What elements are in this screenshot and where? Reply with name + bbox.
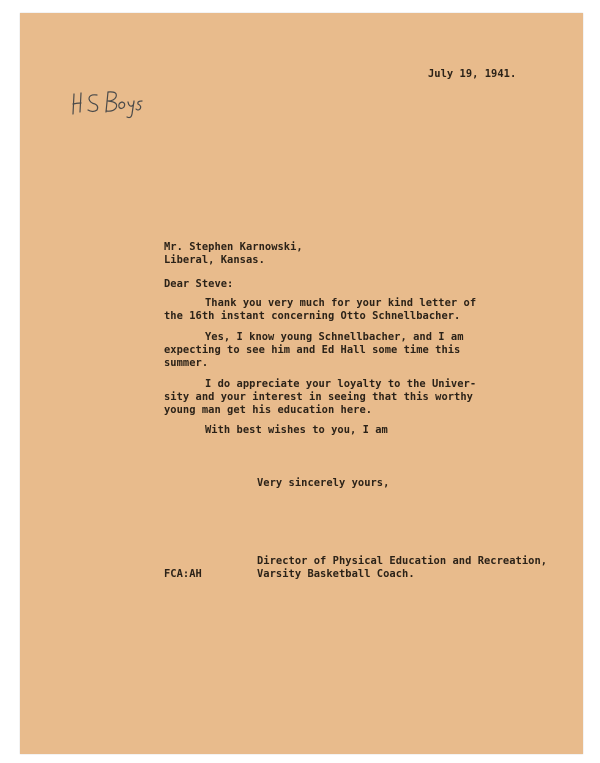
closing-wish: With best wishes to you, I am bbox=[205, 424, 388, 436]
letter-date: July 19, 1941. bbox=[428, 68, 517, 80]
complimentary-close: Very sincerely yours, bbox=[257, 477, 390, 489]
body-line: Yes, I know young Schnellbacher, and I am bbox=[205, 331, 464, 343]
salutation: Dear Steve: bbox=[164, 278, 234, 290]
body-line: summer. bbox=[164, 357, 209, 369]
body-line: I do appreciate your loyalty to the Univer- bbox=[205, 378, 477, 390]
body-line: expecting to see him and Ed Hall some time this bbox=[164, 344, 461, 356]
body-line: young man get his education here. bbox=[164, 404, 373, 416]
handwritten-note bbox=[70, 84, 150, 124]
recipient-name: Mr. Stephen Karnowski, bbox=[164, 241, 303, 253]
body-line: Thank you very much for your kind letter of bbox=[205, 297, 477, 309]
signature-title: Director of Physical Education and Recreation, bbox=[257, 555, 548, 567]
body-line: sity and your interest in seeing that this worthy bbox=[164, 391, 473, 403]
recipient-address: Liberal, Kansas. bbox=[164, 254, 265, 266]
body-line: the 16th instant concerning Otto Schnellbacher. bbox=[164, 310, 461, 322]
typist-initials: FCA:AH bbox=[164, 568, 202, 580]
handwritten-note-text: H S Boys bbox=[70, 84, 74, 85]
signature-title: Varsity Basketball Coach. bbox=[257, 568, 415, 580]
